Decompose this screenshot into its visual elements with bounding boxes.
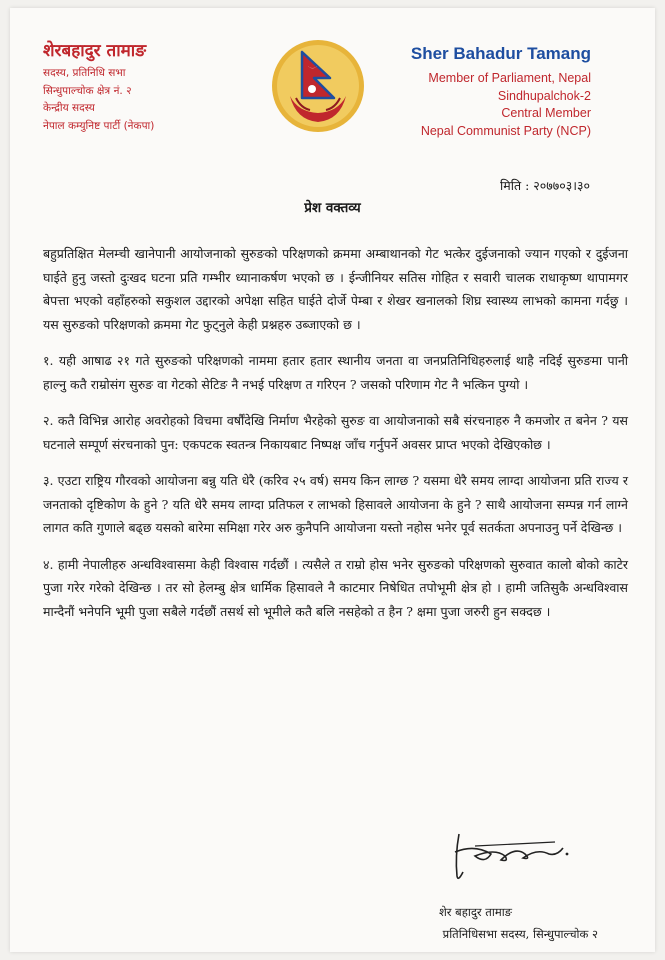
header-left-line: सदस्य, प्रतिनिधि सभा [43, 67, 126, 79]
header-right-block [411, 44, 591, 140]
header-left-block [43, 38, 154, 135]
document-body [43, 242, 628, 636]
header-left-line: केन्द्रीय सदस्य [43, 102, 95, 114]
header-right-line: Member of Parliament, Nepal [428, 71, 591, 85]
header-right-line: Sindhupalchok-2 [497, 88, 591, 103]
body-paragraph: ३. एउटा राष्ट्रिय गौरवको आयोजना बन्नु यति धेरै (करिव २५ वर्ष) समय किन लाग्छ ? यसमा धेरै समय लाग्दा आयोजना प्रति राज्य र जनताको दृष्टिकोण के हुने ? यति धेरै समय लाग्दा प्रतिफल र लाभको हिसावले आयोजना के हुने ? साथै आयोजना सम्पन्न गर्न लाग्ने लागत कति गुणाले बढ्छ यसको बारेमा समिक्षा गरेर अरु कुनैपनि आयोजना यस्तो नहोस भनेर पूर्व सतर्कता अपनाउनु पर्ने देखिन्छ । [43, 473, 628, 535]
document-title: प्रेश वक्तव्य [304, 200, 361, 216]
header-left-line: नेपाल कम्युनिष्ट पार्टी (नेकपा) [43, 119, 155, 132]
body-paragraph: १. यही आषाढ २१ गते सुरुङको परिक्षणको नाममा हतार हतार स्थानीय जनता वा जनप्रतिनिधिहरुलाई थाहै नदिई सुरुङमा पानी हाल्नु कतै राम्रोसंग सुरुङ वा गेटको सेटिङ नै नभई परिक्षण त गरिएन ? जसको परिणाम गेट नै भत्किन पुग्यो । [43, 353, 628, 392]
header-name-nepali: शेरबहादुर तामाङ [43, 41, 147, 61]
header-left-line: सिन्धुपाल्चोक क्षेत्र नं. २ [43, 84, 132, 97]
header-right-line: Central Member [501, 106, 591, 120]
signatory-name: शेर बहादुर तामाङ [438, 905, 512, 919]
ncp-flag-emblem-icon [268, 36, 368, 136]
document-date: मिति : २०७७०३।३० [500, 178, 590, 193]
body-paragraph: ४. हामी नेपालीहरु अन्धविश्वासमा केही विश्वास गर्दछौं । त्यसैले त राम्रो होस भनेर सुरुङको परिक्षणको सुरुवात कालो बोको काटेर पुजा गरेर गरेको देखिन्छ । तर सो हेलम्बु क्षेत्र धार्मिक हिसावले नै काटमार निषेधित तपोभूमी क्षेत्र हो । हामी जतिसुकै अन्धविश्वास मान्दैनौं भनेपनि भूमी पुजा सबैले गर्दछौं तसर्थ सो भूमीले कतै बलि नसहेको त हैन ? क्षमा पुजा जरुरी हुन सक्दछ । [43, 556, 628, 619]
handwritten-signature-icon [445, 826, 575, 886]
header-right-line: Nepal Communist Party (NCP) [420, 123, 591, 138]
body-paragraph: २. कतै विभिन्न आरोह अवरोहको विचमा वर्षौंदेखि निर्माण भैरहेको सुरुङ वा आयोजनाको सबै संरचनाहरु नै कमजोर त बनेन ? यस घटनाले सम्पूर्ण संरचनाको पुन: एकपटक स्वतन्त्र निकायबाट निष्पक्ष जाँच गर्नुपर्ने अवसर प्राप्त भएको देखिएकोछ । [43, 413, 628, 452]
header-name-english: Sher Bahadur Tamang [410, 44, 591, 63]
signatory-role: प्रतिनिधिसभा सदस्य, सिन्धुपाल्चोक २ [442, 927, 598, 941]
letterhead-page [10, 8, 655, 952]
body-paragraph: बहुप्रतिक्षित मेलम्ची खानेपानी आयोजनाको सुरुङको परिक्षणको क्रममा अम्बाथानको गेट भत्केर दुईजनाको ज्यान गएको र दुईजना घाईते हुनु जस्तो दुःखद घटना प्रति गम्भीर ध्यानाकर्षण भएको छ । ईन्जीनियर सतिस गोहित र सवारी चालक राधाकृष्ण थापामगर बेपत्ता भएको वहाँहरुको सकुशल उद्दारको अपेक्षा सहित घाईते दोर्जे पेम्बा र शेखर खनालको शिघ्र स्वास्थ्य लाभको कामना गर्दछु । यस सुरुङको परिक्षणको क्रममा गेट फुट्नुले केही प्रश्नहरु उब्जाएको छ । [43, 246, 628, 332]
